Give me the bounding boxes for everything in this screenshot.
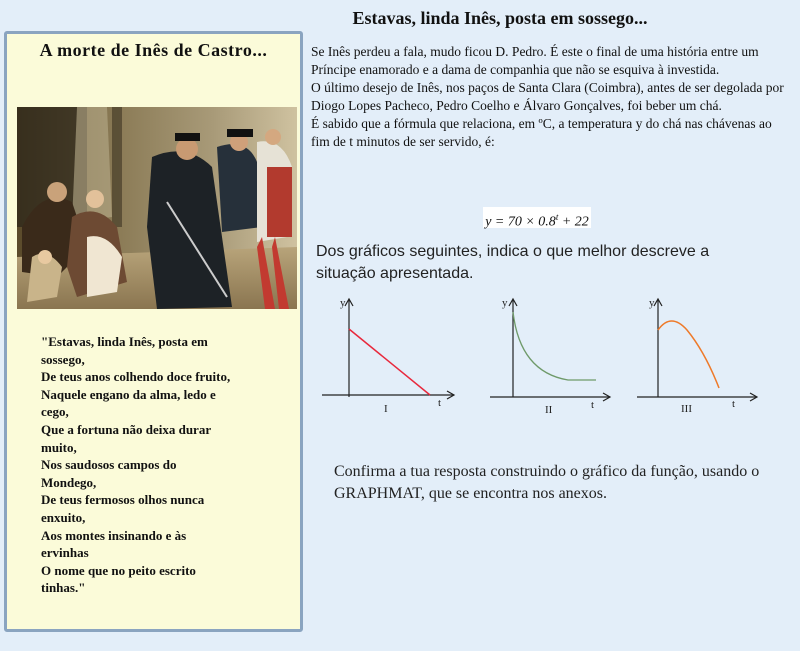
curve	[658, 321, 719, 388]
poem-line: O nome que no peito escrito	[41, 562, 196, 578]
y-axis-label: y	[502, 297, 508, 309]
intro-paragraph-2: O último desejo de Inês, nos paços de Santa Clara (Coimbra), antes de ser degolada por Diogo Lopes Pacheco, Pedro Coelho e Álvaro Gonçalves, foi beber um chá.	[311, 80, 784, 113]
x-axis-label: t	[732, 398, 736, 410]
poem-line: De teus fermosos olhos nunca	[41, 492, 205, 508]
intro-paragraph-1: Se Inês perdeu a fala, mudo ficou D. Pedro. É este o final de uma história entre um Príncipe enamorado e a dama de companhia que não se esquiva à investida.	[311, 44, 759, 77]
x-axis-label: t	[591, 399, 595, 411]
intro-text	[311, 43, 791, 151]
poem	[41, 333, 263, 597]
poem-line: Naquele engano da alma, ledo e	[41, 386, 216, 402]
curve	[349, 329, 430, 395]
question-text: Dos gráficos seguintes, indica o que melhor descreve a situação apresentada.	[316, 243, 710, 282]
graph-III	[635, 292, 765, 417]
poem-line: Aos montes insinando e às	[41, 527, 187, 543]
poem-line: Nos saudosos campos do	[41, 457, 177, 473]
curve	[513, 312, 596, 380]
side-panel-title: A morte de Inês de Castro...	[39, 40, 268, 60]
formula-lhs: y = 70 × 0.8	[485, 214, 556, 230]
poem-line: "Estavas, linda Inês, posta em	[41, 334, 208, 349]
graph-label: III	[681, 403, 692, 415]
y-axis-label: y	[340, 297, 346, 309]
poem-line: muito,	[41, 439, 77, 455]
formula	[483, 207, 591, 228]
painting-image	[17, 107, 297, 309]
poem-line: Mondego,	[41, 474, 97, 490]
graph-II	[488, 292, 618, 417]
side-panel	[4, 31, 303, 632]
poem-line: enxuito,	[41, 509, 86, 525]
formula-rhs: + 22	[558, 214, 589, 230]
poem-line: De teus anos colhendo doce fruito,	[41, 369, 231, 385]
graph-label: II	[545, 404, 553, 416]
poem-line: cego,	[41, 404, 69, 420]
intro-paragraph-3: É sabido que a fórmula que relaciona, em ºC, a temperatura y do chá nas chávenas ao fim de t minutos de ser servido, é:	[311, 116, 772, 149]
poem-line: sossego,	[41, 351, 85, 367]
painting-illustration	[17, 107, 297, 309]
graph-I	[320, 292, 460, 417]
y-axis-label: y	[649, 297, 655, 309]
graph-label: I	[384, 403, 388, 415]
poem-line: tinhas."	[41, 580, 86, 596]
poem-line: Que a fortuna não deixa durar	[41, 421, 212, 437]
page-title: Estavas, linda Inês, posta em sossego...	[352, 8, 648, 28]
confirm-text: Confirma a tua resposta construindo o gráfico da função, usando o GRAPHMAT, que se encontra nos anexos.	[334, 463, 760, 502]
formula-exponent: t	[555, 212, 559, 222]
x-axis-label: t	[438, 397, 442, 409]
poem-line: ervinhas	[41, 545, 89, 561]
